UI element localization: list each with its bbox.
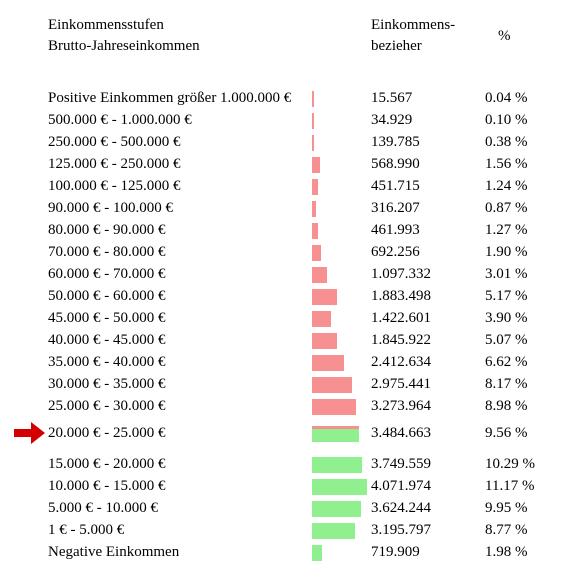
- data-label: 8.98 %: [485, 398, 528, 414]
- bar: [312, 223, 318, 239]
- earner-count: 1.097.332: [371, 266, 431, 282]
- tick-label: 15.000 € - 20.000 €: [48, 456, 166, 472]
- bar: [312, 91, 314, 107]
- earner-count: 139.785: [371, 134, 420, 150]
- tick-label: 250.000 € - 500.000 €: [48, 134, 181, 150]
- earner-count: 15.567: [371, 90, 413, 106]
- earner-count: 1.883.498: [371, 288, 431, 304]
- bar: [312, 399, 356, 415]
- bar: [312, 245, 321, 261]
- data-label: 8.17 %: [485, 376, 528, 392]
- earner-count: 316.207: [371, 200, 420, 216]
- bar: [312, 523, 355, 539]
- data-label: 0.04 %: [485, 90, 528, 106]
- earner-count: 3.749.559: [371, 456, 431, 472]
- earner-count: 2.412.634: [371, 354, 431, 370]
- bar: [312, 355, 344, 371]
- data-label: 3.90 %: [485, 310, 528, 326]
- data-label: 1.90 %: [485, 244, 528, 260]
- bar: [312, 135, 314, 151]
- tick-label: 5.000 € - 10.000 €: [48, 500, 158, 516]
- data-label: 1.24 %: [485, 178, 528, 194]
- tick-label: Negative Einkommen: [48, 544, 180, 560]
- earner-count: 2.975.441: [371, 376, 431, 392]
- header-gross-annual-income: Brutto-Jahreseinkommen: [48, 38, 200, 54]
- earner-count: 692.256: [371, 244, 420, 260]
- earner-count: 34.929: [371, 112, 413, 128]
- earner-count: 1.845.922: [371, 332, 431, 348]
- tick-label: 35.000 € - 40.000 €: [48, 354, 166, 370]
- earner-count: 4.071.974: [371, 478, 431, 494]
- tick-label: 60.000 € - 70.000 €: [48, 266, 166, 282]
- tick-label: 70.000 € - 80.000 €: [48, 244, 166, 260]
- tick-label: 40.000 € - 45.000 €: [48, 332, 166, 348]
- earner-count: 3.484.663: [371, 425, 431, 441]
- tick-label: 10.000 € - 15.000 €: [48, 478, 166, 494]
- earner-count: 3.624.244: [371, 500, 431, 516]
- bar: [312, 545, 322, 561]
- earner-count: 3.273.964: [371, 398, 431, 414]
- earner-count: 461.993: [371, 222, 420, 238]
- earner-count: 568.990: [371, 156, 420, 172]
- data-label: 0.10 %: [485, 112, 528, 128]
- bar: [312, 501, 361, 517]
- data-label: 1.98 %: [485, 544, 528, 560]
- bar: [312, 289, 337, 305]
- data-label: 11.17 %: [485, 478, 535, 494]
- bar: [312, 113, 314, 129]
- data-label: 10.29 %: [485, 456, 535, 472]
- bar: [312, 157, 320, 173]
- tick-label: 45.000 € - 50.000 €: [48, 310, 166, 326]
- data-label: 5.07 %: [485, 332, 528, 348]
- data-label: 6.62 %: [485, 354, 528, 370]
- arrow-right-icon: [14, 422, 46, 444]
- earner-count: 719.909: [371, 544, 420, 560]
- earner-count: 1.422.601: [371, 310, 431, 326]
- tick-label: Positive Einkommen größer 1.000.000 €: [48, 90, 292, 106]
- bar: [312, 426, 359, 442]
- data-label: 9.95 %: [485, 500, 528, 516]
- bar: [312, 201, 316, 217]
- header-earners: Einkommens-: [371, 17, 456, 33]
- bar: [312, 457, 362, 473]
- tick-label: 20.000 € - 25.000 €: [48, 425, 166, 441]
- bar: [312, 377, 352, 393]
- tick-label: 50.000 € - 60.000 €: [48, 288, 166, 304]
- tick-label: 100.000 € - 125.000 €: [48, 178, 181, 194]
- bar: [312, 311, 331, 327]
- tick-label: 125.000 € - 250.000 €: [48, 156, 181, 172]
- tick-label: 25.000 € - 30.000 €: [48, 398, 166, 414]
- data-label: 9.56 %: [485, 425, 528, 441]
- data-label: 1.27 %: [485, 222, 528, 238]
- tick-label: 90.000 € - 100.000 €: [48, 200, 173, 216]
- bar: [312, 267, 327, 283]
- data-label: 3.01 %: [485, 266, 528, 282]
- header-income-levels: Einkommensstufen: [48, 17, 164, 33]
- header-percent: %: [498, 28, 511, 44]
- earner-count: 3.195.797: [371, 522, 431, 538]
- bar: [312, 179, 318, 195]
- header-earners-line2: bezieher: [371, 38, 422, 54]
- data-label: 1.56 %: [485, 156, 528, 172]
- tick-label: 1 € - 5.000 €: [48, 522, 125, 538]
- tick-label: 80.000 € - 90.000 €: [48, 222, 166, 238]
- data-label: 0.38 %: [485, 134, 528, 150]
- data-label: 0.87 %: [485, 200, 528, 216]
- earner-count: 451.715: [371, 178, 420, 194]
- data-label: 5.17 %: [485, 288, 528, 304]
- data-label: 8.77 %: [485, 522, 528, 538]
- bar: [312, 333, 337, 349]
- tick-label: 30.000 € - 35.000 €: [48, 376, 166, 392]
- tick-label: 500.000 € - 1.000.000 €: [48, 112, 192, 128]
- bar: [312, 479, 367, 495]
